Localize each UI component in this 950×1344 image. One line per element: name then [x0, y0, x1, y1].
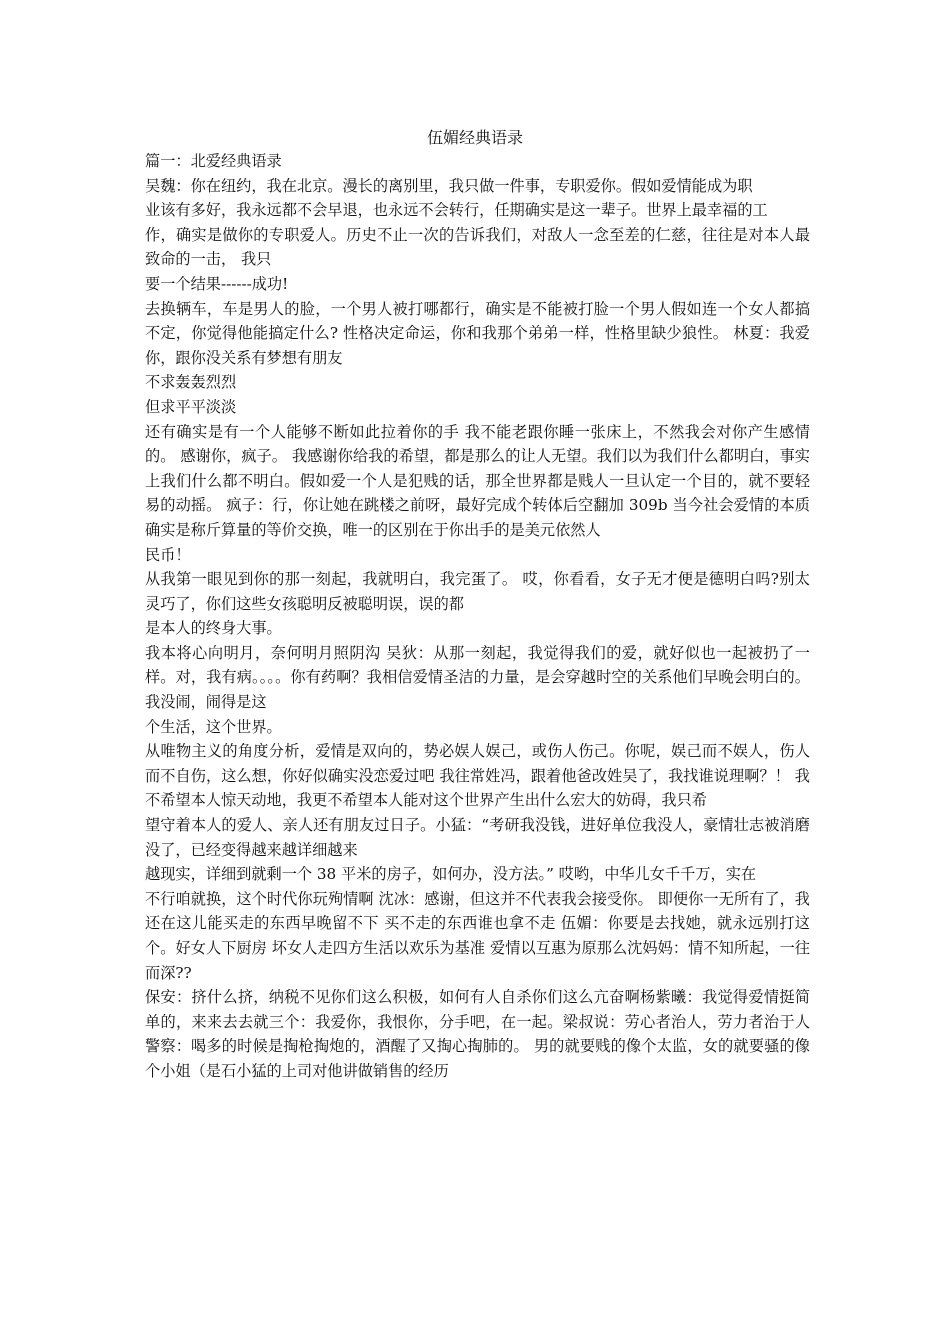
paragraph: 不求轰轰烈烈	[145, 373, 237, 392]
document-title: 伍媚经典语录	[426, 128, 523, 147]
paragraph: 个生活，这个世界。	[145, 717, 282, 736]
paragraph: 望守着本人的爱人、亲人还有朋友过日子。小猛：“考研我没钱，进好单位我没人，豪情壮志被消磨没了，已经变得越来越详细越来	[145, 816, 810, 859]
paragraph: 是本人的终身大事。	[145, 619, 282, 638]
document-body	[145, 149, 810, 1084]
paragraph: 吴魏：你在纽约，我在北京。漫长的离别里，我只做一件事，专职爱你。假如爱情能成为职	[145, 176, 753, 195]
paragraph: 从唯物主义的角度分析，爱情是双向的，势必娱人娱己，或伤人伤己。你呢，娱己而不娱人，伤人而不自伤，这么想，你好似确实没恋爱过吧 我往常姓冯，跟着他爸改姓吴了，我找谁说理啊？！ 我不希望本人惊天动地，我更不希望本人能对这个世界产生出什么宏大的妨碍，我只希	[145, 742, 810, 810]
paragraph: 我本将心向明月，奈何明月照阴沟 吴狄：从那一刻起，我觉得我们的爱，就好似也一起被扔了一样。对，我有病。。。。你有药啊？我相信爱情圣洁的力量，是会穿越时空的关系他们早晚会明白的。 我没闹，闹得是这	[145, 643, 810, 712]
paragraph: 篇一：北爱经典语录	[145, 152, 282, 170]
paragraph: 从我第一眼见到你的那一刻起，我就明白，我完蛋了。 哎，你看看，女子无才便是德明白吗?别太灵巧了，你们这些女孩聪明反被聪明误，误的都	[145, 570, 810, 613]
paragraph: 但求平平淡淡	[145, 397, 237, 416]
paragraph: 去换辆车，车是男人的脸，一个男人被打哪都行，确实是不能被打脸一个男人假如连一个女人都搞不定，你觉得他能搞定什么? 性格决定命运，你和我那个弟弟一样，性格里缺少狼性。 林夏：我爱你，跟你没关系有梦想有朋友	[145, 299, 810, 367]
paragraph: 不行咱就换，这个时代你玩殉情啊 沈冰：感谢，但这并不代表我会接受你。 即便你一无所有了，我还在这儿能买走的东西早晚留不下 买不走的东西谁也拿不走 伍媚：你要是去找她，就永远别打这个。好女人下厨房 坏女人走四方生活以欢乐为基准 爱情以互惠为原那么沈妈妈：情不知所起，一往而深??	[145, 889, 810, 982]
paragraph: 保安：挤什么挤，纳税不见你们这么积极，如何有人自杀你们这么亢奋啊杨紫曦：我觉得爱情挺简单的，来来去去就三个：我爱你，我恨你，分手吧，在一起。梁叔说：劳心者治人，劳力者治于人 警察：喝多的时候是掏枪掏炮的，酒醒了又掏心掏肺的。 男的就要贱的像个太监，女的就要骚的像个小姐（是石小猛的上司对他讲做销售的经历	[145, 988, 810, 1080]
paragraph: 还有确实是有一个人能够不断如此拉着你的手 我不能老跟你睡一张床上，不然我会对你产生感情的。 感谢你，疯子。 我感谢你给我的希望，都是那么的让人无望。我们以为我们什么都明白，事实上我们什么都不明白。假如爱一个人是犯贱的话，那全世界都是贱人一旦认定一个目的，就不要轻易的动摇。 疯子：行，你让她在跳楼之前呀，最好完成个转体后空翻加 309b 当今社会爱情的本质确实是称斤算量的等价交换，唯一的区别在于你出手的是美元依然人	[145, 422, 810, 539]
paragraph: 要一个结果------成功!	[145, 274, 289, 293]
paragraph: 作，确实是做你的专职爱人。历史不止一次的告诉我们，对敌人一念至差的仁慈，往往是对本人最致命的一击， 我只	[145, 225, 810, 269]
paragraph: 越现实，详细到就剩一个 38 平米的房子，如何办，没方法。” 哎哟，中华儿女千千万，实在	[145, 865, 757, 884]
paragraph: 民币！	[145, 545, 191, 564]
paragraph: 业该有多好，我永远都不会早退，也永远不会转行，任期确实是这一辈子。世界上最幸福的工	[145, 201, 768, 220]
